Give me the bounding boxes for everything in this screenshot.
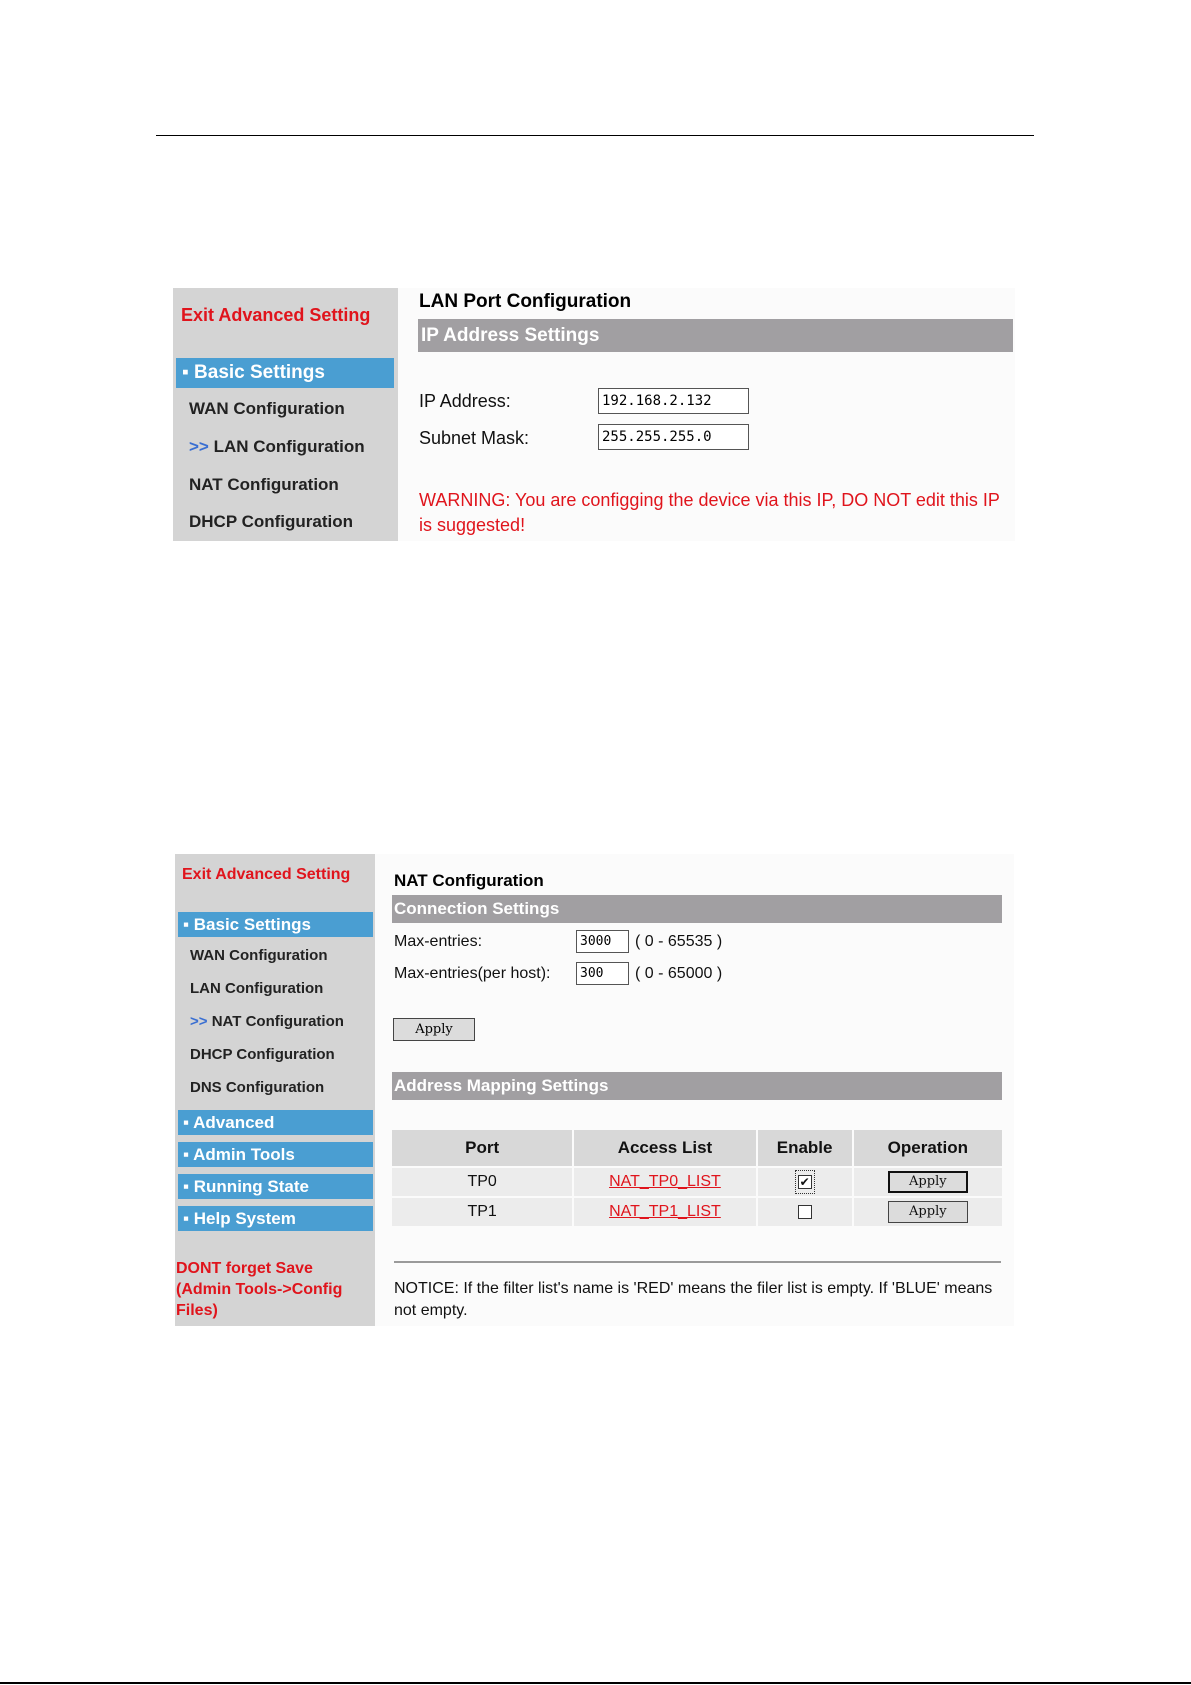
max-entries-label: Max-entries:: [394, 933, 483, 950]
max-per-host-input[interactable]: [576, 962, 629, 985]
nat-config-screenshot: [175, 854, 1014, 1326]
ip-address-settings-bar: IP Address Settings: [418, 319, 1013, 352]
sidebar-item-dhcp[interactable]: DHCP Configuration: [190, 1046, 335, 1063]
address-mapping-table: [390, 1128, 1004, 1228]
apply-tp1-button[interactable]: Apply: [888, 1201, 968, 1223]
subnet-mask-label: Subnet Mask:: [419, 428, 530, 448]
bullet-icon: ▪: [182, 362, 189, 383]
active-marker: >>: [189, 437, 209, 456]
basic-settings-label: Basic Settings: [193, 915, 311, 934]
sidebar-item-dhcp[interactable]: DHCP Configuration: [189, 512, 354, 531]
enable-checkbox-tp0[interactable]: ✔: [799, 1174, 810, 1189]
exit-advanced-setting-link[interactable]: Exit Advanced Setting: [181, 305, 371, 325]
enable-column-header: Enable: [758, 1130, 852, 1166]
max-entries-input[interactable]: [576, 930, 629, 953]
nat-tp1-list-link[interactable]: NAT_TP1_LIST: [609, 1203, 721, 1220]
bullet-icon: ▪: [183, 1177, 190, 1196]
sidebar-item-nat[interactable]: NAT Configuration: [189, 475, 339, 494]
sidebar-item-nat-label: NAT Configuration: [211, 1013, 344, 1030]
max-entries-range: ( 0 - 65535 ): [635, 933, 723, 950]
warning-message: WARNING: You are configging the device via this IP, DO NOT edit this IP is suggested!: [419, 490, 1000, 535]
max-per-host-label: Max-entries(per host):: [394, 965, 551, 982]
port-column-header: Port: [392, 1130, 572, 1166]
table-row: [392, 1198, 1002, 1226]
sidebar-item-nat[interactable]: [190, 1013, 344, 1030]
table-row: [392, 1168, 1002, 1196]
sidebar-item-lan[interactable]: [189, 437, 365, 457]
page-title: NAT Configuration: [394, 871, 544, 890]
sidebar: [175, 854, 375, 1326]
port-cell: TP0: [392, 1168, 572, 1196]
advanced-label: Advanced: [193, 1113, 275, 1132]
notice-divider: [394, 1261, 1001, 1263]
active-marker: >>: [190, 1013, 208, 1030]
operation-cell: [854, 1168, 1002, 1196]
sidebar-item-dns[interactable]: DNS Configuration: [190, 1079, 325, 1096]
help-system-header[interactable]: [178, 1206, 373, 1231]
bullet-icon: ▪: [183, 1209, 190, 1228]
enable-cell: [758, 1198, 852, 1226]
subnet-mask-input[interactable]: [598, 424, 749, 450]
sidebar-item-wan[interactable]: WAN Configuration: [189, 399, 345, 418]
exit-advanced-setting-link[interactable]: Exit Advanced Setting: [182, 866, 351, 883]
enable-cell: [758, 1168, 852, 1196]
lan-config-screenshot: [173, 288, 1015, 541]
access-list-column-header: Access List: [574, 1130, 755, 1166]
notice-text: NOTICE: If the filter list's name is 'RED' means the filer list is empty. If 'BLUE' means not empty.: [394, 1280, 993, 1319]
apply-button[interactable]: Apply: [393, 1018, 475, 1041]
help-system-label: Help System: [193, 1209, 296, 1228]
running-state-header[interactable]: [178, 1174, 373, 1199]
page-title: LAN Port Configuration: [419, 291, 632, 312]
address-mapping-settings-bar: Address Mapping Settings: [392, 1072, 1002, 1100]
nat-tp0-list-link[interactable]: NAT_TP0_LIST: [609, 1173, 721, 1190]
basic-settings-header[interactable]: [176, 358, 394, 388]
access-list-cell: [574, 1168, 755, 1196]
page-footer-rule: [0, 1682, 1191, 1684]
connection-settings-bar: Connection Settings: [392, 895, 1002, 923]
basic-settings-label: Basic Settings: [194, 362, 325, 383]
ip-address-label: IP Address:: [419, 391, 511, 411]
enable-checkbox-tp1[interactable]: [798, 1205, 812, 1219]
sidebar-item-wan[interactable]: WAN Configuration: [190, 947, 328, 964]
bullet-icon: ▪: [183, 1145, 190, 1164]
bullet-icon: ▪: [183, 1113, 190, 1132]
save-reminder: DONT forget Save (Admin Tools->Config Files): [176, 1260, 343, 1319]
basic-settings-header[interactable]: [178, 912, 373, 937]
running-state-label: Running State: [193, 1177, 309, 1196]
enable-checkbox-focus: [795, 1170, 815, 1194]
bullet-icon: ▪: [183, 915, 190, 934]
sidebar-item-lan-label: LAN Configuration: [213, 437, 365, 456]
sidebar-item-lan[interactable]: LAN Configuration: [190, 980, 324, 997]
admin-tools-header[interactable]: [178, 1142, 373, 1167]
table-header-row: [392, 1130, 1002, 1166]
ip-address-input[interactable]: [598, 388, 749, 414]
page-header-rule: [156, 135, 1034, 136]
port-cell: TP1: [392, 1198, 572, 1226]
access-list-cell: [574, 1198, 755, 1226]
apply-tp0-button[interactable]: Apply: [888, 1171, 968, 1193]
sidebar: [173, 288, 398, 541]
admin-tools-label: Admin Tools: [193, 1145, 295, 1164]
operation-cell: [854, 1198, 1002, 1226]
max-per-host-range: ( 0 - 65000 ): [635, 965, 723, 982]
advanced-header[interactable]: [178, 1110, 373, 1135]
operation-column-header: Operation: [854, 1130, 1002, 1166]
